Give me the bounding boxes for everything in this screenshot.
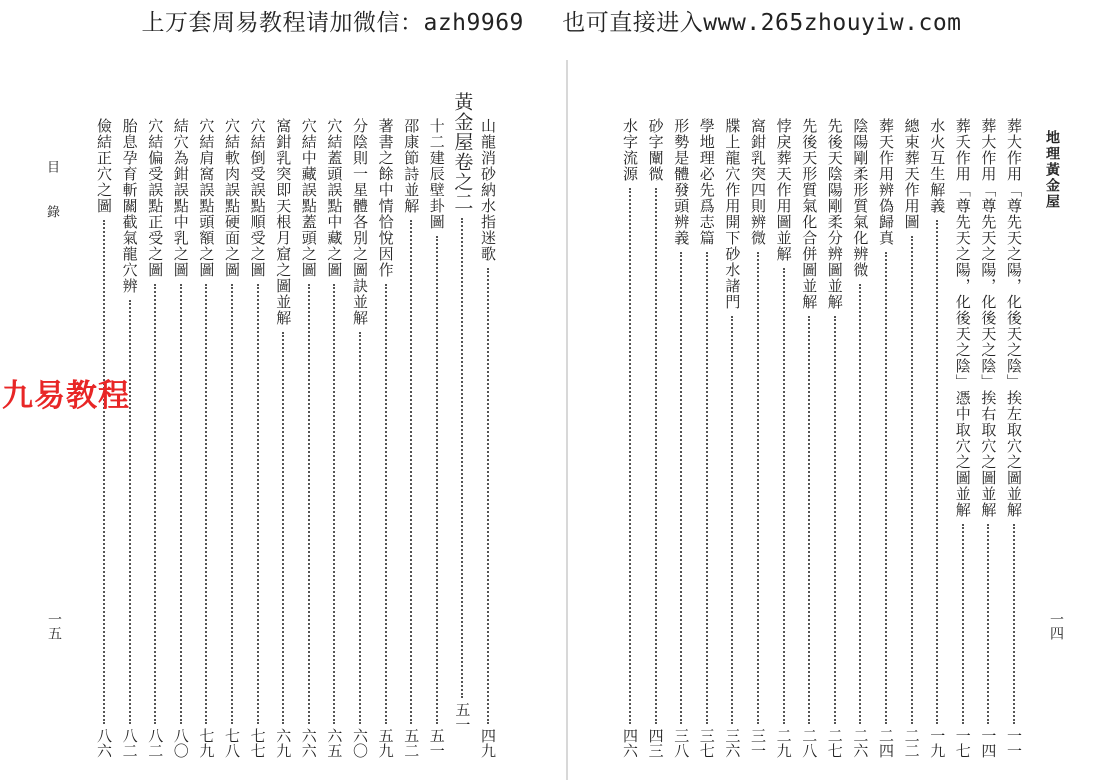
right-toc-entry[interactable] xyxy=(748,118,768,758)
toc-entry-title: 分陰則一星體各別之圖訣並解 xyxy=(351,118,369,326)
toc-entry-page: 一九 xyxy=(928,728,947,758)
right-page-number: 一四 xyxy=(1048,612,1064,640)
left-toc-entry[interactable] xyxy=(324,118,344,758)
contents-label: 目 錄 xyxy=(44,160,59,233)
toc-entry-page: 六〇 xyxy=(351,728,369,758)
toc-entry-title: 窩鉗乳突四則辨微 xyxy=(749,118,767,246)
toc-entry-page: 七九 xyxy=(197,728,216,758)
toc-leader-dots xyxy=(655,188,657,724)
left-toc-entry[interactable] xyxy=(248,118,268,758)
toc-entry-title: 牒上龍穴作用開下砂水諸門 xyxy=(723,118,742,310)
toc-entry-page: 三七 xyxy=(697,728,716,758)
toc-entry-title: 穴結偏受誤點正受之圖 xyxy=(146,118,165,278)
toc-entry-page: 五九 xyxy=(376,728,395,758)
left-toc-entry[interactable] xyxy=(171,118,191,758)
toc-entry-title: 學地理必先爲志篇 xyxy=(697,118,716,246)
toc-entry-title: 黃金屋卷之二 xyxy=(451,92,474,212)
toc-entry-page: 二八 xyxy=(800,728,819,758)
watermark-logo: 九易教程 xyxy=(2,378,130,414)
toc-leader-dots xyxy=(359,332,361,724)
toc-leader-dots xyxy=(911,236,913,724)
toc-leader-dots xyxy=(257,284,259,724)
left-toc-entry[interactable] xyxy=(273,118,293,758)
toc-entry-page: 三六 xyxy=(723,728,742,758)
left-toc-entry[interactable] xyxy=(401,118,421,758)
toc-entry-title: 穴結蓋頭誤點中藏之圖 xyxy=(325,118,344,278)
book-spine xyxy=(566,60,568,780)
promo-banner-wechat: 上万套周易教程请加微信：azh9969 xyxy=(141,10,524,36)
right-toc-entry[interactable] xyxy=(774,118,794,758)
left-toc-entry[interactable] xyxy=(350,118,370,758)
toc-entry-page: 六五 xyxy=(325,728,344,758)
toc-leader-dots xyxy=(231,284,233,724)
right-page xyxy=(580,0,1103,784)
toc-entry-page: 六六 xyxy=(299,728,318,758)
toc-entry-title: 先後天形質氣化合併圖並解 xyxy=(800,118,819,310)
right-toc-entry[interactable] xyxy=(927,118,947,758)
toc-entry-title: 先後天陰陽剛柔分辨圖並解 xyxy=(825,118,844,310)
right-toc-entry[interactable] xyxy=(646,118,666,758)
right-toc-entry[interactable] xyxy=(902,118,922,758)
toc-leader-dots xyxy=(154,284,156,724)
toc-entry-title: 邵康節詩並解 xyxy=(402,118,421,214)
right-toc-entry[interactable] xyxy=(620,118,640,758)
toc-entry-page: 五一 xyxy=(427,728,446,758)
toc-entry-title: 窩鉗乳突即天根月窟之圖並解 xyxy=(274,118,293,326)
toc-entry-title: 胎息孕育斬關截氣龍穴辨 xyxy=(120,118,139,294)
right-toc-entry[interactable] xyxy=(850,118,870,758)
toc-leader-dots xyxy=(731,316,733,724)
right-toc-entry[interactable] xyxy=(953,118,973,758)
toc-leader-dots xyxy=(385,284,387,724)
toc-entry-page: 二四 xyxy=(877,728,895,758)
toc-entry-title: 穴結倒受誤點順受之圖 xyxy=(248,118,267,278)
toc-entry-page: 二二 xyxy=(902,728,921,758)
toc-leader-dots xyxy=(834,316,836,724)
toc-leader-dots xyxy=(205,284,207,724)
right-toc-entry[interactable] xyxy=(697,118,717,758)
promo-banner-website: 也可直接进入www.265zhouyiw.com xyxy=(562,10,962,36)
right-toc-entry[interactable] xyxy=(1004,118,1024,758)
toc-leader-dots xyxy=(129,300,131,724)
toc-entry-page: 三八 xyxy=(672,728,691,758)
toc-entry-page: 二七 xyxy=(825,728,844,758)
book-title-header: 地理黃金屋 xyxy=(1044,130,1060,210)
left-toc-entry[interactable] xyxy=(196,118,216,758)
toc-leader-dots xyxy=(783,268,785,724)
left-section-heading[interactable] xyxy=(452,92,472,732)
toc-entry-page: 五一 xyxy=(453,702,472,732)
toc-entry-page: 二九 xyxy=(774,728,793,758)
toc-leader-dots xyxy=(436,236,438,724)
toc-entry-page: 六九 xyxy=(274,728,293,758)
left-toc-entry[interactable] xyxy=(94,118,114,758)
toc-leader-dots xyxy=(987,524,989,724)
toc-leader-dots xyxy=(410,220,412,724)
toc-entry-title: 總束葬天作用圖 xyxy=(902,118,921,230)
toc-leader-dots xyxy=(885,252,887,724)
left-toc-entry[interactable] xyxy=(376,118,396,758)
left-toc-entry[interactable] xyxy=(222,118,242,758)
toc-entry-title: 水字流源 xyxy=(621,118,639,182)
left-page-number: 一五 xyxy=(46,612,62,640)
toc-leader-dots xyxy=(808,316,810,724)
right-toc-entry[interactable] xyxy=(722,118,742,758)
toc-entry-page: 八二 xyxy=(120,728,139,758)
toc-entry-page: 三一 xyxy=(749,728,767,758)
right-toc-entry[interactable] xyxy=(825,118,845,758)
right-toc-entry[interactable] xyxy=(876,118,896,758)
toc-leader-dots xyxy=(180,284,182,724)
toc-entry-page: 八六 xyxy=(95,728,113,758)
left-toc-entry[interactable] xyxy=(120,118,140,758)
toc-leader-dots xyxy=(706,252,708,724)
toc-entry-title: 山龍消砂納水指迷歌 xyxy=(479,118,497,262)
toc-entry-page: 四六 xyxy=(621,728,639,758)
right-toc-entry[interactable] xyxy=(671,118,691,758)
toc-leader-dots xyxy=(962,524,964,724)
toc-entry-page: 七七 xyxy=(248,728,267,758)
left-toc-entry[interactable] xyxy=(145,118,165,758)
toc-leader-dots xyxy=(757,252,759,724)
right-toc-entry[interactable] xyxy=(799,118,819,758)
toc-leader-dots xyxy=(680,252,682,724)
toc-leader-dots xyxy=(1013,524,1015,724)
toc-entry-title: 儉結正穴之圖 xyxy=(95,118,113,214)
toc-leader-dots xyxy=(629,188,631,724)
toc-leader-dots xyxy=(282,332,284,724)
toc-entry-title: 水火互生解義 xyxy=(928,118,947,214)
toc-entry-page: 八〇 xyxy=(171,728,190,758)
toc-leader-dots xyxy=(333,284,335,724)
left-toc-entry[interactable] xyxy=(299,118,319,758)
toc-entry-page: 八二 xyxy=(146,728,165,758)
toc-entry-page: 一一 xyxy=(1005,728,1023,758)
toc-entry-title: 形勢是體發頭辨義 xyxy=(672,118,691,246)
toc-entry-page: 一七 xyxy=(953,728,972,758)
toc-entry-title: 葬大作用「尊先天之陽，化後天之陰」挨左取穴之圖並解 xyxy=(1005,118,1023,518)
toc-entry-title: 結穴為鉗誤點中乳之圖 xyxy=(171,118,190,278)
toc-entry-title: 著書之餘中情恰悅因作 xyxy=(376,118,395,278)
left-toc-entry[interactable] xyxy=(478,118,498,758)
toc-entry-title: 穴結肩窩誤點頭額之圖 xyxy=(197,118,216,278)
toc-entry-title: 穴結軟肉誤點硬面之圖 xyxy=(223,118,241,278)
toc-entry-title: 葬夭作用「尊先天之陽，化後天之陰」憑中取穴之圖並解 xyxy=(953,118,972,518)
toc-entry-page: 五二 xyxy=(402,728,421,758)
toc-leader-dots xyxy=(308,284,310,724)
toc-entry-title: 葬天作用辨偽歸真 xyxy=(877,118,895,246)
toc-entry-title: 陰陽剛柔形質氣化辨微 xyxy=(851,118,870,278)
toc-entry-title: 砂字闡微 xyxy=(646,118,665,182)
toc-entry-title: 悖戾葬天作用圖並解 xyxy=(774,118,793,262)
toc-leader-dots xyxy=(936,220,938,724)
toc-entry-title: 葬大作用「尊先天之陽，化後天之陰」挨右取穴之圖並解 xyxy=(979,118,998,518)
right-toc-entry[interactable] xyxy=(978,118,998,758)
toc-entry-page: 七八 xyxy=(223,728,241,758)
toc-leader-dots xyxy=(103,220,105,724)
left-toc-entry[interactable] xyxy=(427,118,447,758)
toc-entry-page: 一四 xyxy=(979,728,998,758)
toc-leader-dots xyxy=(487,268,489,724)
toc-leader-dots xyxy=(461,218,463,698)
toc-entry-page: 四九 xyxy=(479,728,497,758)
toc-leader-dots xyxy=(859,284,861,724)
toc-entry-page: 二六 xyxy=(851,728,870,758)
toc-entry-title: 穴結中藏誤點蓋頭之圖 xyxy=(299,118,318,278)
toc-entry-title: 十二建辰壁卦圖 xyxy=(427,118,446,230)
toc-entry-page: 四三 xyxy=(646,728,665,758)
